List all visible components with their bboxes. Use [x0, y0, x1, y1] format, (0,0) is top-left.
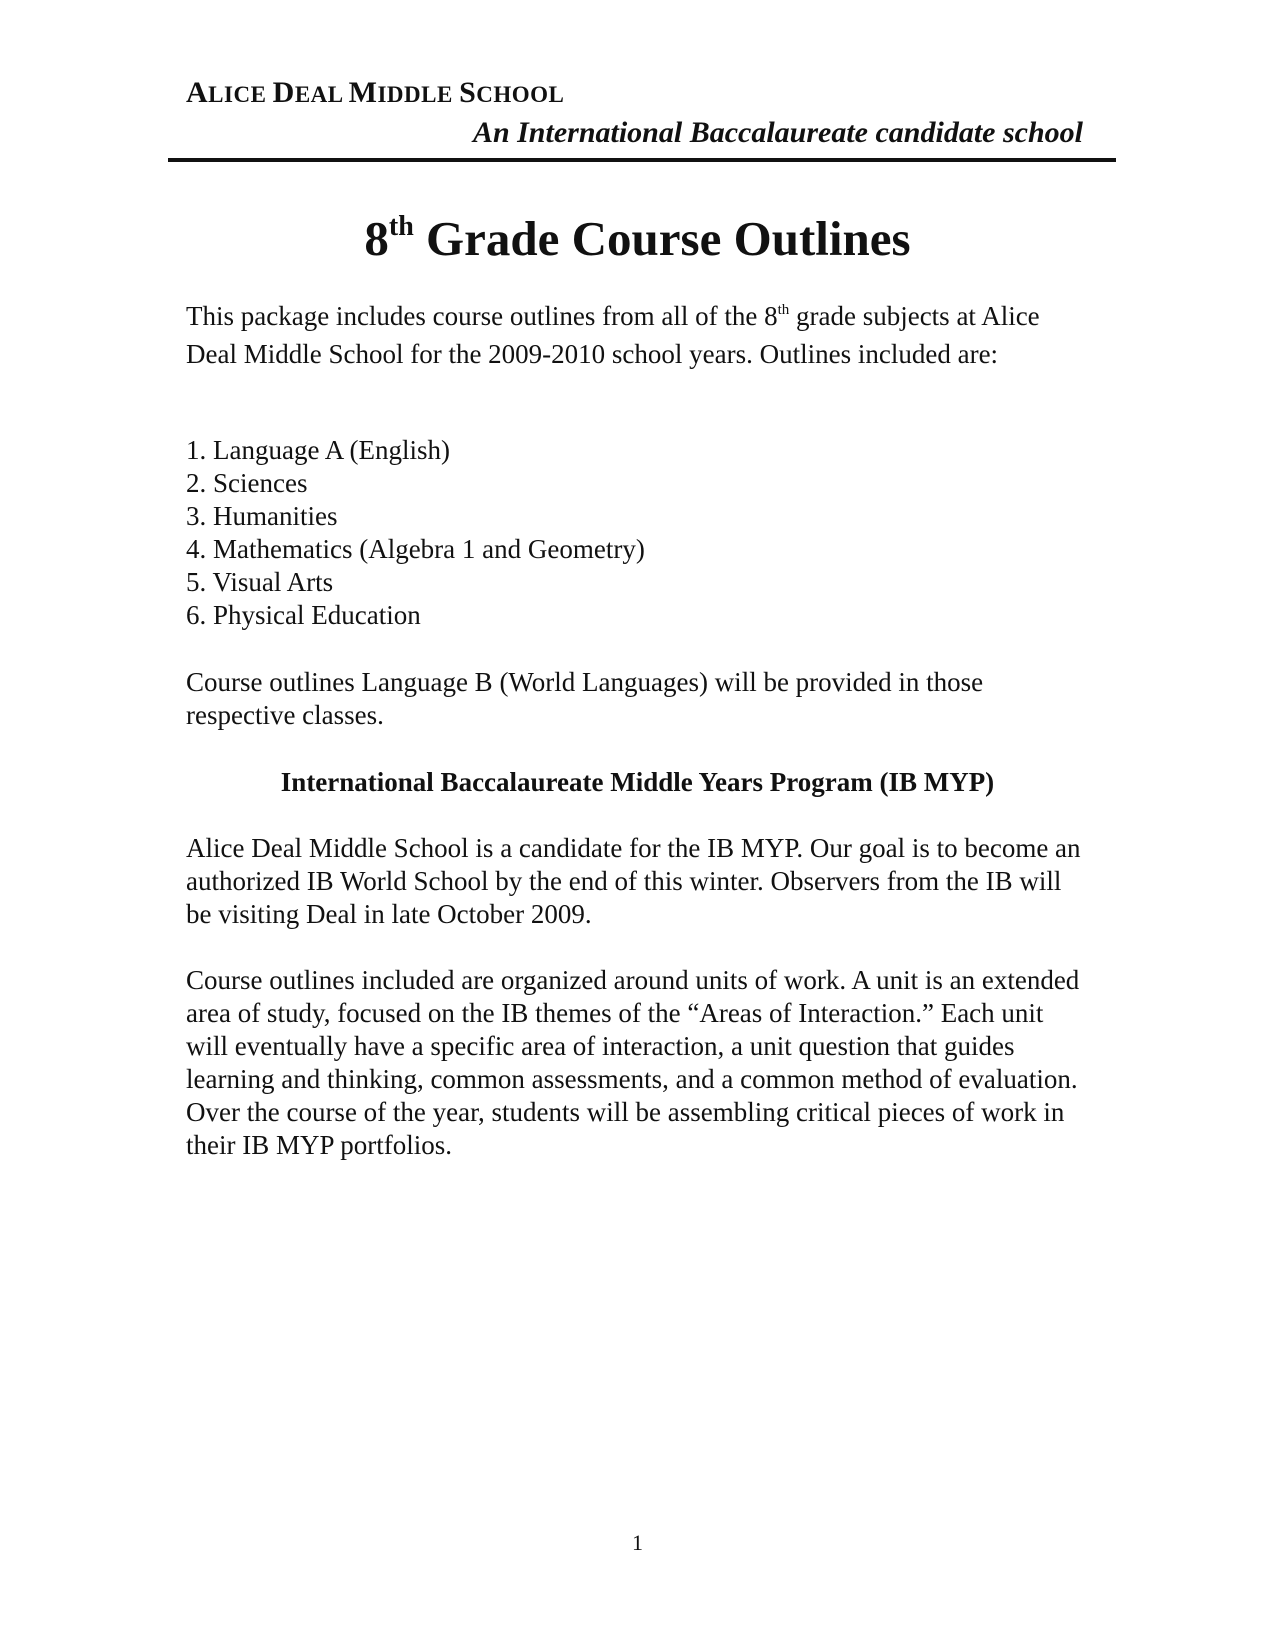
school-name-initial: A	[186, 76, 209, 109]
outline-list	[186, 434, 645, 632]
school-tagline: An International Baccalaureate candidate school	[472, 116, 1083, 149]
school-name-initial: M	[348, 76, 378, 109]
school-name-rest: EAL	[294, 82, 349, 107]
school-name-rest: IDDLE	[377, 82, 460, 107]
page-title	[0, 212, 1275, 266]
intro-text-before: This package includes course outlines from all of the 8	[186, 301, 778, 331]
header-divider	[168, 158, 1116, 162]
school-name-initial: D	[272, 76, 295, 109]
intro-ordinal-suffix: th	[777, 302, 790, 318]
list-item: 1. Language A (English)	[186, 435, 450, 465]
language-b-note: Course outlines Language B (World Languages) will be provided in those respective classes.	[186, 667, 984, 730]
intro-paragraph	[186, 300, 1086, 371]
list-item: 4. Mathematics (Algebra 1 and Geometry)	[186, 534, 645, 564]
school-name-rest: CHOOL	[476, 82, 565, 107]
intro-text-after: grade subjects at Alice Deal Middle School for the 2009-2010 school years. Outlines included are:	[186, 301, 1040, 369]
ib-paragraph: Alice Deal Middle School is a candidate for the IB MYP. Our goal is to become an authorized IB World School by the end of this winter. Observers from the IB will be visiting Deal in late October 2009.	[186, 833, 1081, 929]
list-item: 3. Humanities	[186, 501, 338, 531]
school-name-initial: S	[459, 76, 477, 109]
page-number: 1	[632, 1530, 643, 1555]
school-name	[186, 78, 564, 108]
units-paragraph: Course outlines included are organized around units of work. A unit is an extended area of study, focused on the IB themes of the “Areas of Interaction.” Each unit will eventually have a specific area of interaction, a unit question that guides learning and thinking, common assessments, and a common method of evaluation. Over the course of the year, students will be assembling critical pieces of work in their IB MYP portfolios.	[186, 965, 1080, 1160]
school-name-rest: LICE	[208, 82, 273, 107]
section-heading: International Baccalaureate Middle Years Program (IB MYP)	[280, 767, 995, 797]
title-grade-number: 8	[364, 211, 389, 266]
title-ordinal-suffix: th	[388, 211, 414, 242]
list-item: 2. Sciences	[186, 468, 308, 498]
title-text: Grade Course Outlines	[413, 211, 911, 266]
list-item: 5. Visual Arts	[186, 567, 334, 597]
list-item: 6. Physical Education	[186, 600, 421, 630]
